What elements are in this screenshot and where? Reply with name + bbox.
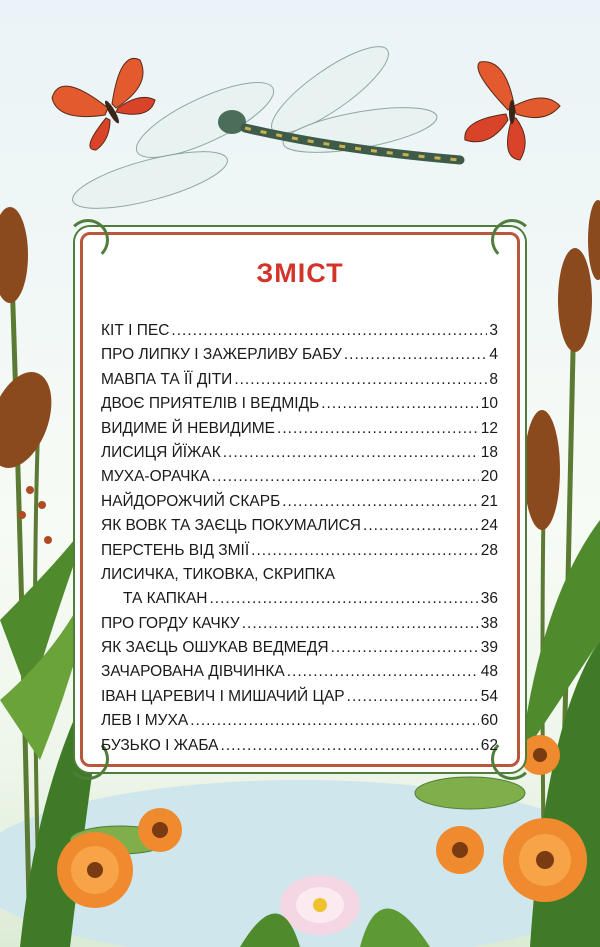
toc-entry-title: ЗАЧАРОВАНА ДІВЧИНКА — [101, 663, 285, 681]
toc-leader-dots — [251, 542, 479, 560]
toc-entry-page: 48 — [480, 663, 498, 681]
toc-entry-continued[interactable] — [101, 590, 498, 614]
toc-leader-dots — [363, 517, 479, 535]
page-title: ЗМІСТ — [256, 258, 344, 288]
toc-entry[interactable] — [101, 493, 498, 517]
toc-entry-title: МАВПА ТА ЇЇ ДІТИ — [101, 370, 233, 388]
toc-entry-title: ПЕРСТЕНЬ ВІД ЗМІЇ — [101, 541, 250, 559]
toc-entry-title: ЛЕВ І МУХА — [101, 712, 189, 730]
toc-leader-dots — [282, 493, 479, 511]
toc-entry-title: ЯК ВОВК ТА ЗАЄЦЬ ПОКУМАЛИСЯ — [101, 517, 362, 535]
toc-entry-title: ПРО ЛИПКУ І ЗАЖЕРЛИВУ БАБУ — [101, 346, 342, 364]
toc-leader-dots — [287, 663, 479, 681]
toc-entry[interactable] — [101, 444, 498, 468]
toc-entry[interactable] — [101, 468, 498, 492]
butterfly-left-image — [52, 58, 155, 150]
toc-entry-page: 4 — [489, 346, 498, 364]
toc-entry-page: 28 — [480, 541, 498, 559]
toc-entry-page: 36 — [480, 590, 498, 608]
toc-leader-dots — [212, 468, 479, 486]
toc-entry[interactable] — [101, 420, 498, 444]
toc-entry-page: 62 — [480, 736, 498, 754]
toc-entry[interactable] — [101, 566, 498, 590]
toc-entry-page: 20 — [480, 468, 498, 486]
toc-entry[interactable] — [101, 517, 498, 541]
toc-leader-dots — [277, 420, 479, 438]
toc-entry-title: ІВАН ЦАРЕВИЧ І МИШАЧИЙ ЦАР — [101, 687, 345, 705]
toc-leader-dots — [234, 371, 487, 389]
toc-leader-dots — [321, 395, 479, 413]
toc-entry-page: 8 — [489, 370, 498, 388]
toc-entry[interactable] — [101, 322, 498, 346]
toc-entry[interactable] — [101, 542, 498, 566]
table-of-contents — [101, 322, 498, 761]
toc-entry-page: 21 — [480, 492, 498, 510]
toc-entry-title: НАЙДОРОЖЧИЙ СКАРБ — [101, 492, 281, 510]
toc-entry[interactable] — [101, 615, 498, 639]
toc-entry[interactable] — [101, 395, 498, 419]
toc-entry-title: ЯК ЗАЄЦЬ ОШУКАВ ВЕДМЕДЯ — [101, 639, 329, 657]
toc-entry-title: ПРО ГОРДУ КАЧКУ — [101, 614, 240, 632]
toc-entry-page: 3 — [489, 322, 498, 339]
toc-entry[interactable] — [101, 346, 498, 370]
toc-entry[interactable] — [101, 663, 498, 687]
toc-leader-dots — [171, 322, 487, 340]
toc-leader-dots — [344, 346, 488, 364]
toc-entry-page: 38 — [480, 614, 498, 632]
toc-entry-title: КІТ І ПЕС — [101, 322, 170, 339]
toc-entry-page: 24 — [480, 517, 498, 535]
toc-entry[interactable] — [101, 639, 498, 663]
toc-entry[interactable] — [101, 737, 498, 761]
toc-entry-title: БУЗЬКО І ЖАБА — [101, 736, 219, 754]
toc-entry[interactable] — [101, 371, 498, 395]
frame-ornament — [67, 219, 109, 261]
toc-entry-title: ДВОЄ ПРИЯТЕЛІВ І ВЕДМІДЬ — [101, 395, 320, 413]
toc-leader-dots — [347, 688, 479, 706]
toc-entry-title-continued: ТА КАПКАН — [123, 590, 208, 608]
toc-leader-dots — [242, 615, 479, 633]
toc-entry-page: 12 — [480, 419, 498, 437]
toc-entry-page: 10 — [480, 395, 498, 413]
toc-entry-title: ЛИСИЧКА, ТИКОВКА, СКРИПКА — [101, 565, 336, 583]
toc-leader-dots — [331, 639, 479, 657]
toc-entry-title: ЛИСИЦЯ ЙЇЖАК — [101, 443, 221, 461]
toc-entry-title: ВИДИМЕ Й НЕВИДИМЕ — [101, 419, 276, 437]
toc-entry-page: 39 — [480, 639, 498, 657]
toc-leader-dots — [190, 712, 479, 730]
toc-leader-dots — [221, 737, 479, 755]
toc-entry[interactable] — [101, 712, 498, 736]
toc-entry[interactable] — [101, 688, 498, 712]
toc-entry-page: 54 — [480, 687, 498, 705]
toc-entry-page: 60 — [480, 712, 498, 730]
toc-leader-dots — [223, 444, 479, 462]
toc-entry-title: МУХА-ОРАЧКА — [101, 468, 210, 486]
butterfly-right-image — [465, 62, 560, 160]
toc-entry-page: 18 — [480, 443, 498, 461]
frame-ornament — [491, 219, 533, 261]
toc-leader-dots — [210, 590, 479, 608]
